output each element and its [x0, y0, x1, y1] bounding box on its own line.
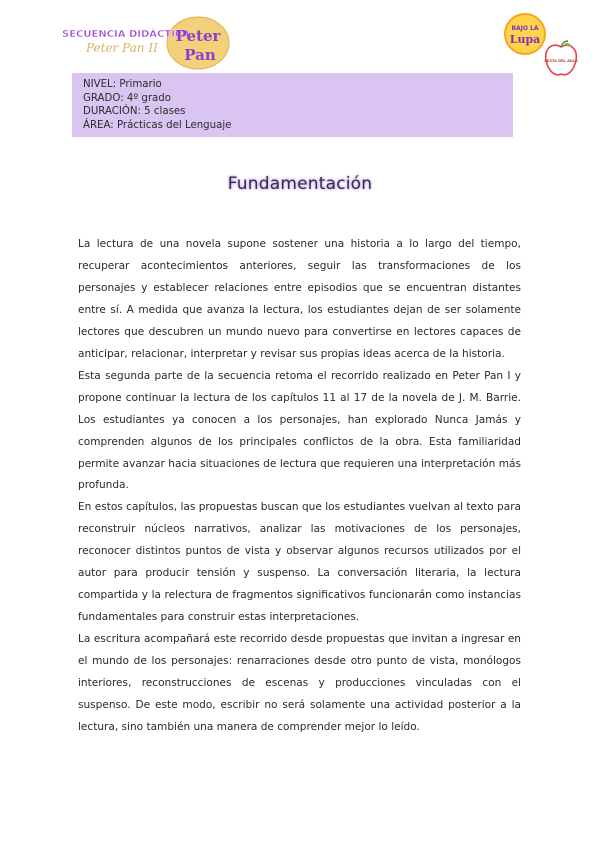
- lupa-main-text: Lupa: [509, 33, 541, 46]
- logo-subtitle: Peter Pan II: [86, 41, 158, 55]
- paragraph: La escritura acompañará este recorrido desde propuestas que invitan a ingresar en el mundo de los personajes: renarraciones desde otro punto de vista, monólogos interiores, reconstrucciones de escenas y producciones vinculadas con el suspenso. De este modo, escribir no será solamente una actividad posterior a la lectura, sino también una manera de comprender mejor lo leído.: [78, 633, 521, 733]
- info-duracion: DURACIÓN: 5 clases: [83, 106, 186, 118]
- paragraph: La lectura de una novela supone sostener una historia a lo largo del tiempo, recuperar acontecimientos anteriores, seguir las transformaciones de los personajes y establecer relaciones entre episodios que se encuentran distantes entre sí. A medida que avanza la lectura, los estudiantes dejan de ser solamente lectores que descubren un mundo nuevo para convertirse en lectores capaces de anticipar, relacionar, interpretar y revisar sus propias ideas acerca de la historia.: [78, 238, 521, 360]
- info-nivel: NIVEL: Primario: [83, 79, 162, 90]
- logo-name-peter: Peter: [175, 27, 221, 45]
- apple-text: CESTA DEL AULA: [544, 59, 578, 63]
- paragraph: En estos capítulos, las propuestas buscan que los estudiantes vuelvan al texto para reconstruir núcleos narrativos, analizar las motivaciones de los personajes, reconocer distintos puntos de vista y observar algunos recursos utilizados por el autor para producir tensión y suspenso. La conversación literaria, la lectura compartida y la relectura de fragmentos significativos funcionarán como instancias fundamentales para construir estas interpretaciones.: [78, 501, 521, 624]
- logo-name-pan: Pan: [184, 46, 216, 64]
- info-grado: GRADO: 4º grado: [83, 92, 172, 104]
- info-area: ÁREA: Prácticas del Lenguaje: [83, 119, 232, 131]
- body-text: [78, 234, 521, 739]
- paragraph: Esta segunda parte de la secuencia retoma el recorrido realizado en Peter Pan I y propone continuar la lectura de los capítulos 11 al 17 de la novela de J. M. Barrie. Los estudiantes ya conocen a los personajes, han explorado Nunca Jamás y comprenden algunos de los principales conflictos de la obra. Esta familiaridad permite avanzar hacia situaciones de lectura que requieren una interpretación más profunda.: [78, 369, 521, 492]
- course-info-box: [72, 73, 513, 137]
- lupa-top-text: BAJO LA: [511, 25, 539, 32]
- sequence-logo: [60, 14, 230, 72]
- apple-logo-icon: [540, 38, 582, 80]
- logo-title: SECUENCIA DIDÁCTICA: [62, 29, 190, 40]
- section-title: Fundamentación: [227, 174, 373, 194]
